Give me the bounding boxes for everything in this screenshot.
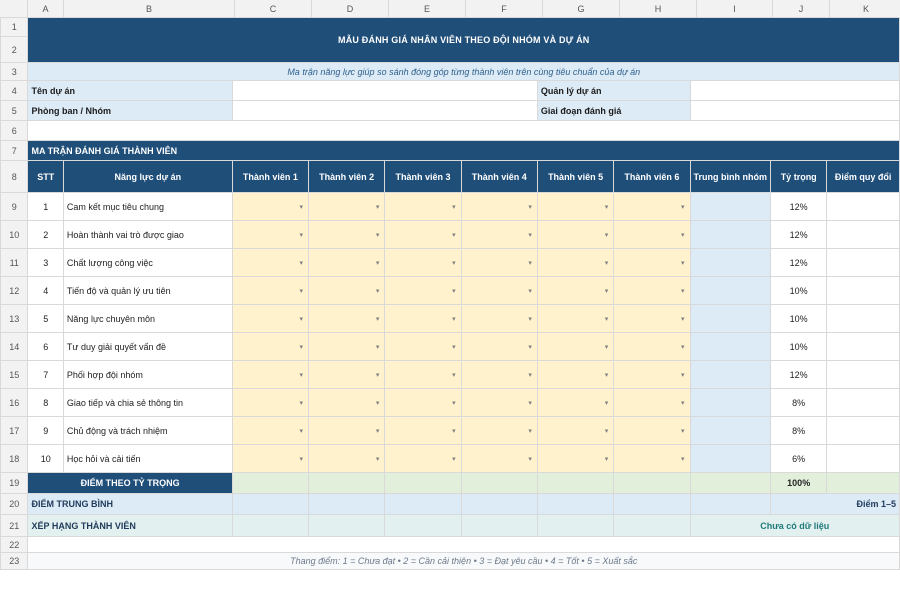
score-dropdown-member-5[interactable] (537, 333, 613, 361)
score-dropdown-member-6[interactable] (614, 193, 690, 221)
converted-score-cell (827, 333, 900, 361)
column-header-j[interactable]: J (773, 0, 830, 18)
chevron-down-icon[interactable]: ▾ (681, 343, 685, 351)
criteria-stt: 2 (28, 221, 63, 249)
chevron-down-icon[interactable]: ▾ (299, 427, 304, 435)
score-dropdown-member-5[interactable] (537, 277, 613, 305)
score-dropdown-member-1[interactable] (232, 193, 308, 221)
chevron-down-icon[interactable]: ▾ (528, 231, 532, 239)
criteria-stt: 10 (28, 445, 63, 473)
converted-score-cell (827, 389, 900, 417)
score-dropdown-member-4[interactable] (461, 193, 537, 221)
criteria-stt: 3 (28, 249, 63, 277)
chevron-down-icon[interactable]: ▾ (528, 371, 532, 379)
chevron-down-icon[interactable]: ▾ (528, 287, 532, 295)
column-header-d[interactable]: D (312, 0, 389, 18)
criteria-row (1, 417, 900, 445)
column-header-bar (0, 0, 900, 18)
weighted-score-member-1 (232, 473, 308, 494)
score-dropdown-member-5[interactable] (537, 193, 613, 221)
row-header[interactable]: 10 (1, 221, 28, 249)
footer-row (1, 553, 900, 570)
weight-cell: 12% (771, 249, 827, 277)
criteria-name: Giao tiếp và chia sẻ thông tin (63, 389, 232, 417)
score-dropdown-member-6[interactable] (614, 361, 690, 389)
criteria-name: Tiến độ và quản lý ưu tiên (63, 277, 232, 305)
score-dropdown-member-3[interactable] (385, 277, 461, 305)
score-dropdown-member-2[interactable] (309, 445, 385, 473)
chevron-down-icon[interactable]: ▾ (604, 455, 609, 463)
score-dropdown-member-2[interactable] (309, 417, 385, 445)
chevron-down-icon[interactable]: ▾ (452, 203, 456, 211)
score-dropdown-member-2[interactable] (309, 249, 385, 277)
score-dropdown-member-4[interactable] (461, 389, 537, 417)
chevron-down-icon[interactable]: ▾ (604, 203, 609, 211)
column-header-g[interactable]: G (543, 0, 620, 18)
weighted-score-member-5 (537, 473, 613, 494)
score-dropdown-member-6[interactable] (614, 389, 690, 417)
criteria-row (1, 361, 900, 389)
chevron-down-icon[interactable]: ▾ (681, 455, 685, 463)
header-converted-score: Điểm quy đổi (827, 161, 900, 193)
score-dropdown-member-2[interactable] (309, 221, 385, 249)
group-average-cell (690, 361, 771, 389)
score-dropdown-member-6[interactable] (614, 249, 690, 277)
score-dropdown-member-1[interactable] (232, 305, 308, 333)
header-member-5: Thành viên 5 (537, 161, 613, 193)
average-score-label: ĐIỂM TRUNG BÌNH (28, 494, 232, 515)
row-header[interactable]: 7 (1, 141, 28, 161)
criteria-name: Phối hợp đội nhóm (63, 361, 232, 389)
row-header[interactable]: 20 (1, 494, 28, 515)
chevron-down-icon[interactable]: ▾ (528, 399, 532, 407)
row-header[interactable]: 15 (1, 361, 28, 389)
score-dropdown-member-2[interactable] (309, 305, 385, 333)
project-name-input[interactable] (232, 81, 537, 101)
score-dropdown-member-5[interactable] (537, 417, 613, 445)
score-dropdown-member-6[interactable] (614, 333, 690, 361)
header-group-average: Trung bình nhóm (690, 161, 771, 193)
chevron-down-icon[interactable]: ▾ (299, 399, 304, 407)
title-row (1, 18, 900, 37)
row-header[interactable]: 4 (1, 81, 28, 101)
chevron-down-icon[interactable]: ▾ (681, 371, 685, 379)
chevron-down-icon[interactable]: ▾ (375, 203, 380, 211)
column-header-b[interactable]: B (64, 0, 235, 18)
header-member-3: Thành viên 3 (385, 161, 461, 193)
row-header[interactable]: 5 (1, 101, 28, 121)
column-header-c[interactable]: C (235, 0, 312, 18)
score-dropdown-member-1[interactable] (232, 277, 308, 305)
chevron-down-icon[interactable]: ▾ (604, 343, 609, 351)
criteria-stt: 1 (28, 193, 63, 221)
chevron-down-icon[interactable]: ▾ (604, 371, 609, 379)
weight-cell: 6% (771, 445, 827, 473)
criteria-stt: 9 (28, 417, 63, 445)
ranking-status: Chưa có dữ liệu (690, 515, 899, 537)
empty-cell[interactable] (28, 537, 900, 553)
weight-cell: 8% (771, 417, 827, 445)
header-criteria: Năng lực dự án (63, 161, 232, 193)
info-row-department (1, 101, 900, 121)
converted-score-cell (827, 193, 900, 221)
weight-cell: 12% (771, 221, 827, 249)
score-dropdown-member-1[interactable] (232, 333, 308, 361)
project-name-label: Tên dự án (28, 81, 232, 101)
score-dropdown-member-2[interactable] (309, 333, 385, 361)
chevron-down-icon[interactable]: ▾ (299, 371, 304, 379)
header-stt: STT (28, 161, 63, 193)
chevron-down-icon[interactable]: ▾ (681, 399, 685, 407)
score-dropdown-member-4[interactable] (461, 333, 537, 361)
weight-total: 100% (771, 473, 827, 494)
info-row-project (1, 81, 900, 101)
row-header[interactable]: 13 (1, 305, 28, 333)
chevron-down-icon[interactable]: ▾ (528, 455, 532, 463)
row-header[interactable]: 14 (1, 333, 28, 361)
average-score-group (690, 494, 771, 515)
row-header[interactable]: 11 (1, 249, 28, 277)
score-dropdown-member-5[interactable] (537, 249, 613, 277)
criteria-name: Năng lực chuyên môn (63, 305, 232, 333)
chevron-down-icon[interactable]: ▾ (604, 399, 609, 407)
score-dropdown-member-4[interactable] (461, 305, 537, 333)
criteria-row (1, 193, 900, 221)
group-average-cell (690, 221, 771, 249)
chevron-down-icon[interactable]: ▾ (681, 427, 685, 435)
row-header[interactable]: 2 (1, 37, 28, 63)
column-header-e[interactable]: E (389, 0, 466, 18)
chevron-down-icon[interactable]: ▾ (681, 287, 685, 295)
average-score-row (1, 494, 900, 515)
chevron-down-icon[interactable]: ▾ (452, 371, 456, 379)
column-header-h[interactable]: H (620, 0, 697, 18)
ranking-row (1, 515, 900, 537)
chevron-down-icon[interactable]: ▾ (528, 203, 532, 211)
converted-score-cell (827, 221, 900, 249)
score-dropdown-member-3[interactable] (385, 305, 461, 333)
row-header[interactable]: 16 (1, 389, 28, 417)
weight-cell: 12% (771, 193, 827, 221)
criteria-row (1, 277, 900, 305)
criteria-name: Hoàn thành vai trò được giao (63, 221, 232, 249)
chevron-down-icon[interactable]: ▾ (299, 315, 304, 323)
score-dropdown-member-4[interactable] (461, 249, 537, 277)
spacer-row (1, 537, 900, 553)
worksheet-grid (0, 17, 900, 570)
row-header[interactable]: 18 (1, 445, 28, 473)
chevron-down-icon[interactable]: ▾ (604, 427, 609, 435)
group-average-cell (690, 193, 771, 221)
section-title: MA TRẬN ĐÁNH GIÁ THÀNH VIÊN (28, 141, 900, 161)
chevron-down-icon[interactable]: ▾ (604, 259, 609, 267)
score-dropdown-member-4[interactable] (461, 417, 537, 445)
average-score-member-3 (385, 494, 461, 515)
page-title: MẪU ĐÁNH GIÁ NHÂN VIÊN THEO ĐỘI NHÓM VÀ DỰ ÁN (28, 18, 900, 63)
chevron-down-icon[interactable]: ▾ (681, 259, 685, 267)
chevron-down-icon[interactable]: ▾ (375, 399, 380, 407)
row-header[interactable]: 1 (1, 18, 28, 37)
chevron-down-icon[interactable]: ▾ (375, 259, 380, 267)
score-dropdown-member-6[interactable] (614, 305, 690, 333)
chevron-down-icon[interactable]: ▾ (452, 343, 456, 351)
score-dropdown-member-1[interactable] (232, 221, 308, 249)
average-score-member-6 (614, 494, 690, 515)
score-dropdown-member-5[interactable] (537, 389, 613, 417)
score-dropdown-member-5[interactable] (537, 221, 613, 249)
group-average-cell (690, 417, 771, 445)
chevron-down-icon[interactable]: ▾ (681, 203, 685, 211)
criteria-row (1, 445, 900, 473)
header-member-6: Thành viên 6 (614, 161, 690, 193)
average-score-member-1 (232, 494, 308, 515)
row-header[interactable]: 6 (1, 121, 28, 141)
criteria-row (1, 221, 900, 249)
weight-cell: 10% (771, 333, 827, 361)
chevron-down-icon[interactable]: ▾ (604, 315, 609, 323)
header-member-4: Thành viên 4 (461, 161, 537, 193)
weight-cell: 8% (771, 389, 827, 417)
evaluation-phase-input[interactable] (690, 101, 899, 121)
criteria-name: Chủ động và trách nhiệm (63, 417, 232, 445)
score-dropdown-member-6[interactable] (614, 445, 690, 473)
weight-cell: 10% (771, 277, 827, 305)
chevron-down-icon[interactable]: ▾ (452, 455, 456, 463)
group-average-cell (690, 305, 771, 333)
chevron-down-icon[interactable]: ▾ (528, 343, 532, 351)
criteria-stt: 7 (28, 361, 63, 389)
row-header[interactable]: 21 (1, 515, 28, 537)
score-dropdown-member-5[interactable] (537, 361, 613, 389)
chevron-down-icon[interactable]: ▾ (681, 231, 685, 239)
ranking-label: XẾP HẠNG THÀNH VIÊN (28, 515, 232, 537)
weighted-score-label: ĐIỂM THEO TỶ TRỌNG (28, 473, 232, 494)
score-dropdown-member-3[interactable] (385, 445, 461, 473)
score-dropdown-member-6[interactable] (614, 221, 690, 249)
section-row (1, 141, 900, 161)
score-dropdown-member-1[interactable] (232, 445, 308, 473)
score-dropdown-member-1[interactable] (232, 389, 308, 417)
weighted-score-member-3 (385, 473, 461, 494)
spacer-row (1, 121, 900, 141)
average-score-member-4 (461, 494, 537, 515)
project-manager-label: Quản lý dự án (537, 81, 690, 101)
weight-cell: 12% (771, 361, 827, 389)
ranking-member-6 (614, 515, 690, 537)
chevron-down-icon[interactable]: ▾ (528, 427, 532, 435)
chevron-down-icon[interactable]: ▾ (452, 231, 456, 239)
column-header-f[interactable]: F (466, 0, 543, 18)
score-dropdown-member-1[interactable] (232, 249, 308, 277)
chevron-down-icon[interactable]: ▾ (375, 371, 380, 379)
criteria-name: Tư duy giải quyết vấn đề (63, 333, 232, 361)
average-score-member-5 (537, 494, 613, 515)
empty-cell[interactable] (28, 121, 900, 141)
chevron-down-icon[interactable]: ▾ (681, 315, 685, 323)
score-dropdown-member-3[interactable] (385, 333, 461, 361)
score-dropdown-member-3[interactable] (385, 221, 461, 249)
row-header[interactable]: 19 (1, 473, 28, 494)
row-header[interactable]: 8 (1, 161, 28, 193)
converted-score-cell (827, 445, 900, 473)
chevron-down-icon[interactable]: ▾ (299, 259, 304, 267)
score-dropdown-member-2[interactable] (309, 361, 385, 389)
select-all-corner[interactable] (0, 0, 28, 18)
evaluation-phase-label: Giai đoạn đánh giá (537, 101, 690, 121)
score-dropdown-member-6[interactable] (614, 417, 690, 445)
score-dropdown-member-2[interactable] (309, 193, 385, 221)
column-header-a[interactable]: A (28, 0, 64, 18)
criteria-row (1, 389, 900, 417)
chevron-down-icon[interactable]: ▾ (528, 259, 532, 267)
score-dropdown-member-4[interactable] (461, 361, 537, 389)
chevron-down-icon[interactable]: ▾ (375, 315, 380, 323)
ranking-member-5 (537, 515, 613, 537)
header-member-2: Thành viên 2 (309, 161, 385, 193)
header-weight: Tỷ trọng (771, 161, 827, 193)
group-average-cell (690, 249, 771, 277)
chevron-down-icon[interactable]: ▾ (375, 287, 380, 295)
criteria-row (1, 333, 900, 361)
ranking-member-1 (232, 515, 308, 537)
criteria-stt: 4 (28, 277, 63, 305)
criteria-stt: 8 (28, 389, 63, 417)
ranking-member-2 (309, 515, 385, 537)
weighted-score-group (690, 473, 771, 494)
converted-score-cell (827, 305, 900, 333)
score-dropdown-member-5[interactable] (537, 445, 613, 473)
converted-score-cell (827, 361, 900, 389)
criteria-row (1, 305, 900, 333)
chevron-down-icon[interactable]: ▾ (604, 231, 609, 239)
criteria-stt: 6 (28, 333, 63, 361)
chevron-down-icon[interactable]: ▾ (299, 231, 304, 239)
chevron-down-icon[interactable]: ▾ (375, 455, 380, 463)
row-header[interactable]: 22 (1, 537, 28, 553)
score-dropdown-member-6[interactable] (614, 277, 690, 305)
project-manager-input[interactable] (690, 81, 899, 101)
chevron-down-icon[interactable]: ▾ (299, 343, 304, 351)
converted-score-cell (827, 417, 900, 445)
score-dropdown-member-3[interactable] (385, 193, 461, 221)
header-member-1: Thành viên 1 (232, 161, 308, 193)
chevron-down-icon[interactable]: ▾ (528, 315, 532, 323)
group-average-cell (690, 333, 771, 361)
chevron-down-icon[interactable]: ▾ (299, 203, 304, 211)
matrix-header-row (1, 161, 900, 193)
chevron-down-icon[interactable]: ▾ (452, 427, 456, 435)
ranking-member-3 (385, 515, 461, 537)
chevron-down-icon[interactable]: ▾ (375, 427, 380, 435)
weighted-score-member-4 (461, 473, 537, 494)
row-header[interactable]: 23 (1, 553, 28, 570)
score-dropdown-member-4[interactable] (461, 221, 537, 249)
row-header[interactable]: 3 (1, 63, 28, 81)
score-dropdown-member-4[interactable] (461, 277, 537, 305)
column-header-k[interactable]: K (830, 0, 900, 18)
chevron-down-icon[interactable]: ▾ (452, 399, 456, 407)
chevron-down-icon[interactable]: ▾ (452, 315, 456, 323)
chevron-down-icon[interactable]: ▾ (299, 455, 304, 463)
ranking-member-4 (461, 515, 537, 537)
group-average-cell (690, 445, 771, 473)
score-scale-note: Thang điểm: 1 = Chưa đạt • 2 = Cần cải thiện • 3 = Đạt yêu cầu • 4 = Tốt • 5 = Xuất sắc (28, 553, 900, 570)
average-scale-label: Điểm 1–5 (771, 494, 900, 515)
converted-score-cell (827, 277, 900, 305)
weighted-score-member-2 (309, 473, 385, 494)
score-dropdown-member-1[interactable] (232, 417, 308, 445)
score-dropdown-member-4[interactable] (461, 445, 537, 473)
score-dropdown-member-3[interactable] (385, 389, 461, 417)
chevron-down-icon[interactable]: ▾ (375, 231, 380, 239)
score-dropdown-member-3[interactable] (385, 249, 461, 277)
subtitle-row (1, 63, 900, 81)
criteria-name: Chất lượng công việc (63, 249, 232, 277)
weighted-score-converted (827, 473, 900, 494)
group-average-cell (690, 277, 771, 305)
weighted-score-member-6 (614, 473, 690, 494)
weight-cell: 10% (771, 305, 827, 333)
department-label: Phòng ban / Nhóm (28, 101, 232, 121)
subtitle: Ma trận năng lực giúp so sánh đóng góp từng thành viên trên cùng tiêu chuẩn của dự án (28, 63, 900, 81)
department-input[interactable] (232, 101, 537, 121)
criteria-name: Học hỏi và cải tiến (63, 445, 232, 473)
group-average-cell (690, 389, 771, 417)
row-header[interactable]: 17 (1, 417, 28, 445)
criteria-name: Cam kết mục tiêu chung (63, 193, 232, 221)
score-dropdown-member-3[interactable] (385, 417, 461, 445)
criteria-row (1, 249, 900, 277)
column-header-i[interactable]: I (697, 0, 773, 18)
chevron-down-icon[interactable]: ▾ (375, 343, 380, 351)
criteria-stt: 5 (28, 305, 63, 333)
score-dropdown-member-1[interactable] (232, 361, 308, 389)
weighted-score-row (1, 473, 900, 494)
score-dropdown-member-2[interactable] (309, 389, 385, 417)
chevron-down-icon[interactable]: ▾ (452, 259, 456, 267)
chevron-down-icon[interactable]: ▾ (604, 287, 609, 295)
converted-score-cell (827, 249, 900, 277)
chevron-down-icon[interactable]: ▾ (452, 287, 456, 295)
row-header[interactable]: 12 (1, 277, 28, 305)
score-dropdown-member-2[interactable] (309, 277, 385, 305)
row-header[interactable]: 9 (1, 193, 28, 221)
chevron-down-icon[interactable]: ▾ (299, 287, 304, 295)
score-dropdown-member-3[interactable] (385, 361, 461, 389)
average-score-member-2 (309, 494, 385, 515)
score-dropdown-member-5[interactable] (537, 305, 613, 333)
